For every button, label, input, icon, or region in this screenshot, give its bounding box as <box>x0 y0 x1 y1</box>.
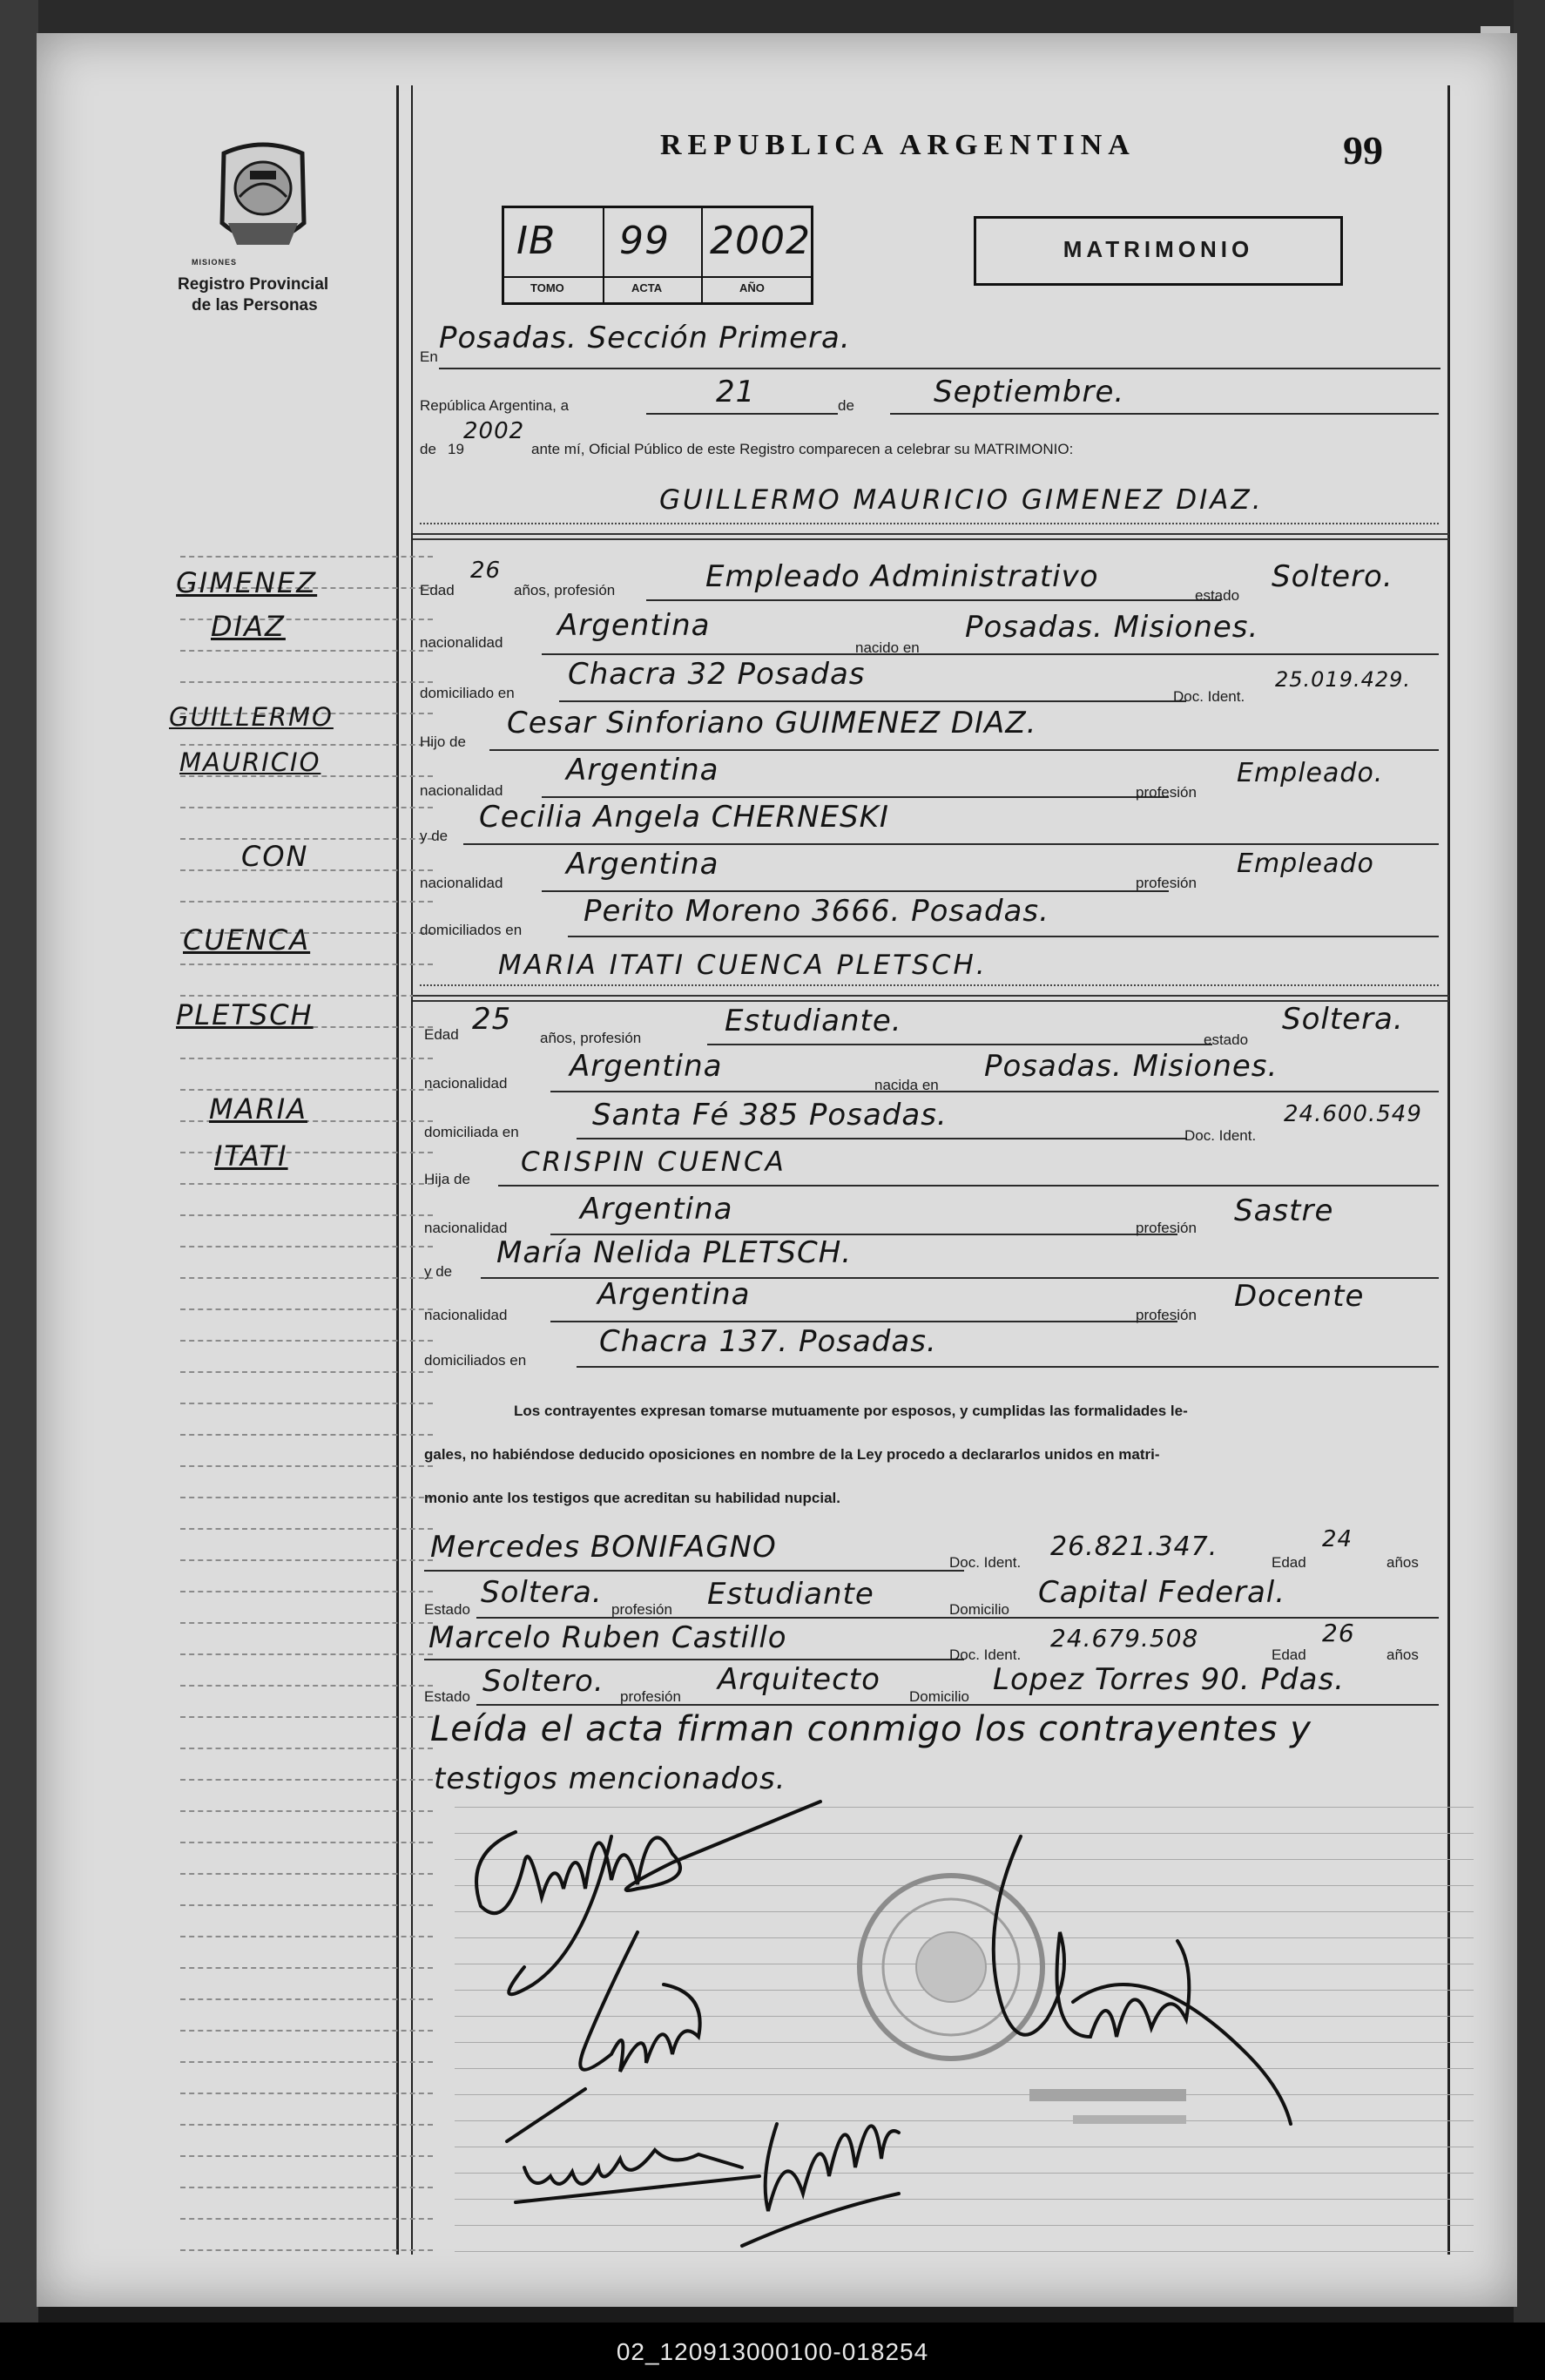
witness2-profesion: Arquitecto <box>718 1662 880 1697</box>
groom-mother-nac: Argentina <box>566 847 719 882</box>
margin-rule-line <box>180 1716 433 1718</box>
acta-label: ACTA <box>631 281 663 294</box>
margin-rule-line <box>180 995 433 997</box>
margin-rule-line <box>180 1591 433 1592</box>
declaration-line-1: Los contrayentes expresan tomarse mutuamente por esposos, y cumplidas las formalidades le- <box>514 1403 1188 1419</box>
closing-line-2: testigos mencionados. <box>434 1761 786 1796</box>
republica-label: República Argentina, a <box>420 397 570 414</box>
witness1-estado-label: Estado <box>424 1601 470 1618</box>
groom-edad: 26 <box>470 558 502 584</box>
bride-anios-label: años, profesión <box>540 1030 642 1046</box>
bride-estado-label: estado <box>1204 1031 1249 1048</box>
margin-rule-line <box>180 2030 433 2032</box>
ante-text: ante mí, Oficial Público de este Registro comparecen a celebrar su MATRIMONIO: <box>531 441 1074 457</box>
bride-parents-dom-label: domiciliados en <box>424 1352 527 1369</box>
country-title: REPUBLICA ARGENTINA <box>660 129 1136 161</box>
witness1-doc-label: Doc. Ident. <box>949 1554 1022 1571</box>
bride-mother-prof: Docente <box>1234 1279 1365 1314</box>
witness1-profesion: Estudiante <box>707 1577 874 1612</box>
margin-rule-line <box>180 1622 433 1624</box>
margin-rule-line <box>180 1403 433 1404</box>
margin-rule-line <box>180 1873 433 1875</box>
margin-rule-line <box>180 1936 433 1937</box>
groom-dom-label: domiciliado en <box>420 685 515 701</box>
groom-doc: 25.019.429. <box>1275 667 1412 692</box>
margin-rule-line <box>180 2061 433 2063</box>
margin-rule-line <box>180 1810 433 1812</box>
witness1-domicilio: Capital Federal. <box>1038 1575 1286 1610</box>
margin-bride-surname-2: PLETSCH <box>176 998 314 1031</box>
signature-witness-2 <box>742 2124 899 2246</box>
witness2-estado-label: Estado <box>424 1688 470 1705</box>
groom-mother-nac-label: nacionalidad <box>420 875 503 891</box>
registry-name-line1: Registro Provincial <box>178 275 329 294</box>
margin-rule-line <box>180 2124 433 2126</box>
margin-rule-line <box>180 1434 433 1436</box>
groom-nacionalidad: Argentina <box>557 608 711 643</box>
margin-rule-line <box>180 2187 433 2188</box>
margin-rule-line <box>180 1528 433 1530</box>
groom-nac-label: nacionalidad <box>420 634 503 651</box>
margin-bride-given-1: MARIA <box>209 1092 308 1126</box>
year-printed: 19 <box>448 441 464 457</box>
bride-parents-dom: Chacra 137. Posadas. <box>599 1324 937 1359</box>
signature-witness-1 <box>516 2150 759 2202</box>
act-type-box <box>974 216 1343 286</box>
bride-profesion: Estudiante. <box>725 1004 902 1038</box>
de-year-label: de <box>420 441 436 457</box>
registry-name-line2: de las Personas <box>192 296 318 314</box>
bride-mother-nac: Argentina <box>597 1277 751 1312</box>
seal-icon <box>206 136 320 267</box>
margin-rule-line <box>180 1089 433 1091</box>
witness1-profesion-label: profesión <box>611 1601 672 1618</box>
margin-rule-line <box>180 1465 433 1467</box>
tomo-label: TOMO <box>530 281 564 294</box>
record-reference-box <box>502 206 813 305</box>
acta-value: 99 <box>619 219 670 263</box>
bride-nac-label: nacionalidad <box>424 1075 508 1092</box>
bride-yde-label: y de <box>424 1263 453 1280</box>
anio-label: AÑO <box>739 281 765 294</box>
margin-rule-line <box>180 1779 433 1781</box>
margin-bride-surname-1: CUENCA <box>183 923 311 957</box>
register-page <box>37 33 1517 2307</box>
declaration-line-3: monio ante los testigos que acreditan su habilidad nupcial. <box>424 1490 840 1506</box>
bride-father: CRISPIN CUENCA <box>521 1146 786 1178</box>
groom-parents-dom-label: domiciliados en <box>420 922 523 938</box>
bride-estado: Soltera. <box>1282 1002 1404 1037</box>
groom-father: Cesar Sinforiano GUIMENEZ DIAZ. <box>507 706 1037 740</box>
declaration-line-2: gales, no habiéndose deducido oposiciones en nombre de la Ley procedo a declararlos unidos en matri- <box>424 1446 1160 1463</box>
margin-rule-line <box>180 2155 433 2157</box>
bride-hija-label: Hija de <box>424 1171 470 1187</box>
anio-value: 2002 <box>710 219 811 263</box>
bride-father-nac: Argentina <box>580 1192 733 1227</box>
margin-rule-line <box>180 681 433 683</box>
act-type: MATRIMONIO <box>1063 236 1254 262</box>
margin-rule-line <box>180 1246 433 1247</box>
margin-rule-line <box>180 1183 433 1185</box>
witness2-name: Marcelo Ruben Castillo <box>428 1620 787 1655</box>
witness2-domicilio-label: Domicilio <box>909 1688 969 1705</box>
groom-anios-label: años, profesión <box>514 582 616 598</box>
bride-mother: María Nelida PLETSCH. <box>496 1235 853 1270</box>
margin-divider <box>396 85 399 2255</box>
groom-father-nac: Argentina <box>566 753 719 788</box>
margin-con: CON <box>241 840 309 873</box>
margin-rule-line <box>180 2093 433 2094</box>
margin-rule-line <box>180 650 433 652</box>
year-written: 2002 <box>463 418 525 444</box>
seal-caption: MISIONES <box>192 258 238 267</box>
margin-rule-line <box>180 901 433 903</box>
margin-groom-given-1: GUILLERMO <box>169 702 334 732</box>
margin-rule-line <box>180 556 433 558</box>
bride-doc-label: Doc. Ident. <box>1184 1127 1257 1144</box>
groom-nacido: Posadas. Misiones. <box>965 610 1259 645</box>
bride-nacida: Posadas. Misiones. <box>984 1049 1279 1084</box>
bride-nacionalidad: Argentina <box>570 1049 723 1084</box>
witness2-doc: 24.679.508 <box>1050 1624 1199 1653</box>
tomo-value: IB <box>516 219 557 263</box>
day-value: 21 <box>716 375 756 409</box>
signature-bride <box>507 1932 700 2141</box>
margin-rule-line <box>180 1277 433 1279</box>
margin-rule-line <box>180 1748 433 1749</box>
margin-rule-line <box>180 1497 433 1498</box>
witness1-domicilio-label: Domicilio <box>949 1601 1009 1618</box>
background-right <box>1514 0 1545 2380</box>
witness1-edad-label: Edad <box>1272 1554 1306 1571</box>
witness1-anios-label: años <box>1386 1554 1419 1571</box>
groom-full-name: GUILLERMO MAURICIO GIMENEZ DIAZ. <box>659 484 1264 516</box>
margin-rule-line <box>180 807 433 808</box>
margin-rule-line <box>180 1214 433 1216</box>
bride-father-nac-label: nacionalidad <box>424 1220 508 1236</box>
witness1-doc: 26.821.347. <box>1050 1531 1218 1562</box>
groom-profesion: Empleado Administrativo <box>705 559 1099 594</box>
groom-yde-label: y de <box>420 828 449 844</box>
en-label: En <box>420 348 438 365</box>
margin-rule-line <box>180 1842 433 1843</box>
margin-rule-line <box>180 1904 433 1906</box>
witness2-edad: 26 <box>1322 1619 1355 1647</box>
groom-estado-label: estado <box>1195 587 1240 604</box>
margin-groom-surname-2: DIAZ <box>211 610 286 643</box>
margin-rule-line <box>180 1653 433 1655</box>
groom-mother-prof: Empleado <box>1237 849 1374 879</box>
groom-domicilio: Chacra 32 Posadas <box>568 657 866 692</box>
bride-father-prof: Sastre <box>1234 1193 1334 1228</box>
margin-rule-line <box>180 1308 433 1310</box>
groom-mother-prof-label: profesión <box>1136 875 1197 891</box>
bride-full-name: MARIA ITATI CUENCA PLETSCH. <box>498 950 988 981</box>
witness2-edad-label: Edad <box>1272 1646 1306 1663</box>
margin-rule-line <box>180 1340 433 1342</box>
groom-father-prof-label: profesión <box>1136 784 1197 801</box>
groom-parents-dom: Perito Moreno 3666. Posadas. <box>584 894 1049 929</box>
groom-doc-label: Doc. Ident. <box>1173 688 1245 705</box>
groom-nacido-label: nacido en <box>855 639 920 656</box>
margin-rule-line <box>180 1058 433 1059</box>
witness1-estado: Soltera. <box>481 1575 603 1610</box>
background-left <box>0 0 38 2380</box>
groom-mother: Cecilia Angela CHERNESKI <box>479 800 889 835</box>
bride-dom-label: domiciliada en <box>424 1124 519 1140</box>
de-label: de <box>838 397 854 414</box>
groom-hijo-label: Hijo de <box>420 734 466 750</box>
witness1-edad: 24 <box>1322 1526 1353 1552</box>
margin-rule-line <box>180 1371 433 1373</box>
bride-edad-label: Edad <box>424 1026 459 1043</box>
witness2-anios-label: años <box>1386 1646 1419 1663</box>
margin-rule-line <box>180 2218 433 2220</box>
groom-father-prof: Empleado. <box>1237 758 1384 788</box>
signatures-area <box>411 1758 1456 2298</box>
month-value: Septiembre. <box>934 375 1125 409</box>
groom-estado: Soltero. <box>1272 559 1393 594</box>
provincial-seal <box>206 136 320 267</box>
witness2-domicilio: Lopez Torres 90. Pdas. <box>993 1662 1345 1697</box>
margin-rule-line <box>180 1685 433 1687</box>
closing-line-1: Leída el acta firman conmigo los contrayentes y <box>430 1709 1312 1749</box>
signature-groom <box>476 1802 820 1994</box>
background-top <box>0 0 1545 37</box>
witness1-name: Mercedes BONIFAGNO <box>430 1530 777 1565</box>
margin-rule-line <box>180 744 433 746</box>
groom-father-nac-label: nacionalidad <box>420 782 503 799</box>
margin-rule-line <box>180 963 433 965</box>
margin-rule-line <box>180 2249 433 2251</box>
signature-official <box>994 1836 1291 2124</box>
bride-nacida-label: nacida en <box>874 1077 939 1093</box>
witness2-profesion-label: profesión <box>620 1688 681 1705</box>
margin-bride-given-2: ITATI <box>214 1139 288 1173</box>
margin-groom-given-2: MAURICIO <box>179 747 321 777</box>
image-id-caption: 02_120913000100-018254 <box>616 2338 929 2365</box>
margin-groom-surname-1: GIMENEZ <box>176 566 318 599</box>
page-number: 99 <box>1343 128 1383 172</box>
bride-mother-prof-label: profesión <box>1136 1307 1197 1323</box>
bride-father-prof-label: profesión <box>1136 1220 1197 1236</box>
bride-doc: 24.600.549 <box>1284 1101 1422 1127</box>
bride-mother-nac-label: nacionalidad <box>424 1307 508 1323</box>
margin-rule-line <box>180 1559 433 1561</box>
bride-domicilio: Santa Fé 385 Posadas. <box>592 1098 948 1133</box>
margin-rule-line <box>180 1998 433 2000</box>
bride-edad: 25 <box>472 1002 512 1037</box>
witness2-doc-label: Doc. Ident. <box>949 1646 1022 1663</box>
witness2-estado: Soltero. <box>482 1664 604 1699</box>
groom-edad-label: Edad <box>420 582 455 598</box>
place-value: Posadas. Sección Primera. <box>439 321 851 355</box>
margin-rule-line <box>180 1967 433 1969</box>
